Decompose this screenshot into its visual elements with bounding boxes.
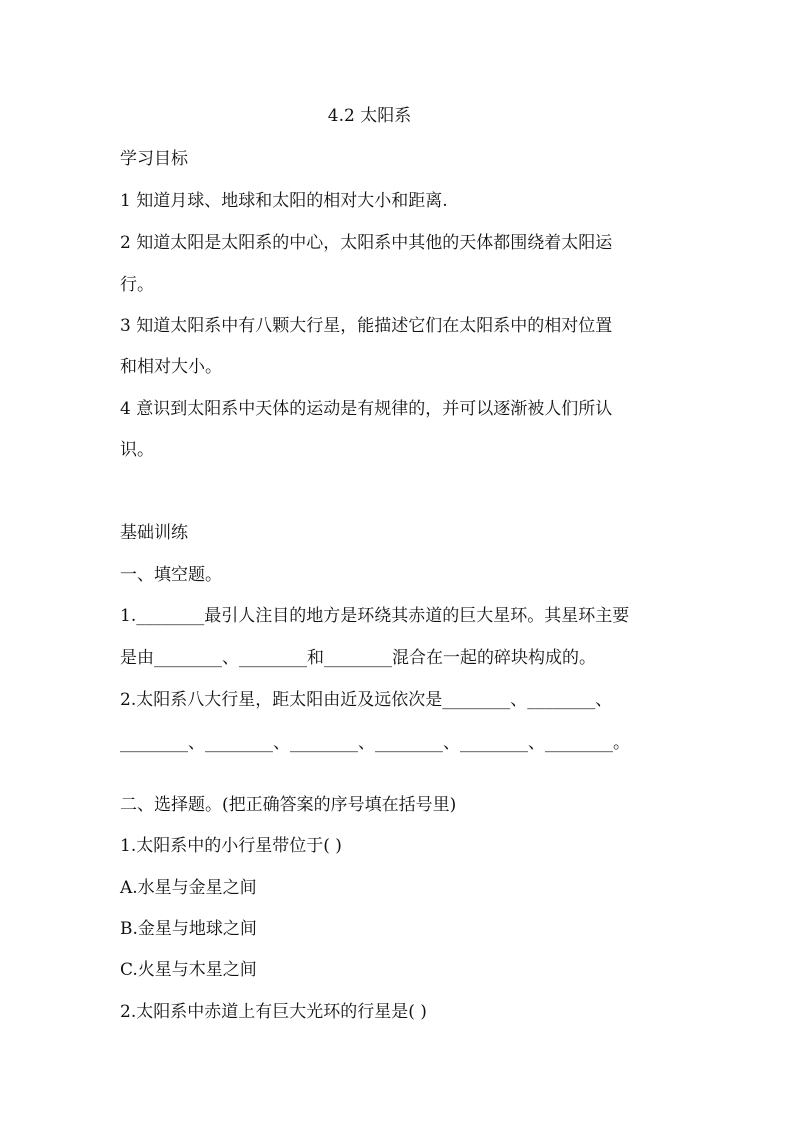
choice-question-1: 1.太阳系中的小行星带位于( ): [120, 836, 342, 856]
objective-2-line-2: 行。: [120, 275, 154, 295]
fill-blank-heading: 一、填空题。: [120, 565, 222, 585]
choice-question-1-option-b: B.金星与地球之间: [120, 919, 257, 939]
fill-question-1-line-1: 1.________最引人注目的地方是环绕其赤道的巨大星环。其星环主要: [120, 606, 630, 626]
choice-question-2: 2.太阳系中赤道上有巨大光环的行星是( ): [120, 1002, 427, 1022]
choice-question-1-option-c: C.火星与木星之间: [120, 960, 257, 980]
fill-question-2-line-2: ________、________、________、________、________、________。: [120, 733, 630, 753]
fill-question-2-line-1: 2.太阳系八大行星，距太阳由近及远依次是________、________、: [120, 690, 613, 710]
page-title: 4.2 太阳系: [327, 106, 412, 126]
objective-3-line-2: 和相对大小。: [120, 357, 222, 377]
choice-question-1-option-a: A.水星与金星之间: [120, 878, 257, 898]
objective-4-line-1: 4 意识到太阳系中天体的运动是有规律的，并可以逐渐被人们所认: [120, 399, 613, 419]
training-heading: 基础训练: [120, 523, 188, 543]
objective-4-line-2: 识。: [120, 440, 154, 460]
objective-1: 1 知道月球、地球和太阳的相对大小和距离.: [120, 191, 448, 211]
fill-question-1-line-2: 是由________、________和________混合在一起的碎块构成的。: [120, 648, 596, 668]
objectives-heading: 学习目标: [120, 149, 188, 169]
objective-3-line-1: 3 知道太阳系中有八颗大行星，能描述它们在太阳系中的相对位置: [120, 316, 613, 336]
objective-2-line-1: 2 知道太阳是太阳系的中心，太阳系中其他的天体都围绕着太阳运: [120, 233, 613, 253]
choice-heading: 二、选择题。(把正确答案的序号填在括号里): [120, 795, 457, 815]
